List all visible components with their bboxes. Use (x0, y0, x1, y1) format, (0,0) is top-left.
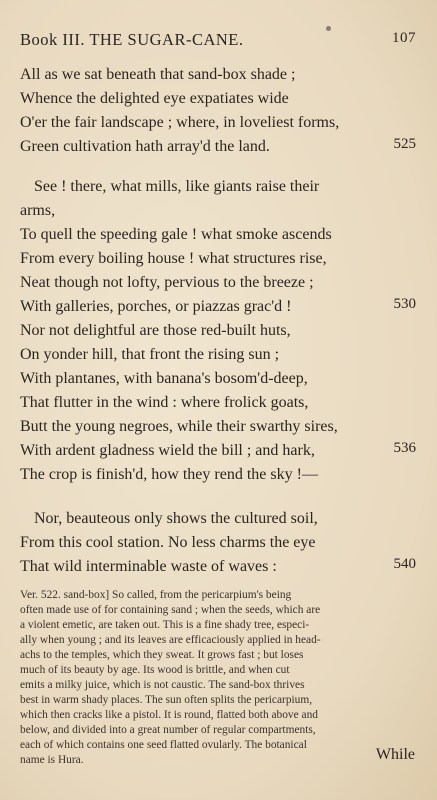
footnote-line: ally when young ; and its leaves are efficaciously applied in head- (20, 634, 321, 646)
footnote-line: below, and divided into a great number of regular compartments, (20, 724, 316, 736)
verse-line: arms, (20, 202, 56, 219)
footnote-line: each of which contains one seed flatted ovularly. The botanical (20, 739, 307, 751)
verse-line: From this cool station. No less charms the eye (20, 534, 316, 551)
footnote-line: which then cracks like a pistol. It is round, flatted both above and (20, 709, 318, 721)
footnote-line: often made use of for containing sand ; when the seeds, which are (20, 604, 321, 616)
verse-line: On yonder hill, that front the rising sun ; (20, 346, 280, 363)
verse-line: From every boiling house ! what structures rise, (20, 250, 327, 267)
verse-line: With plantanes, with banana's bosom'd-deep, (20, 370, 308, 387)
verse-line: That flutter in the wind : where frolick goats, (20, 394, 309, 411)
footnote-line: a violent emetic, are taken out. This is a fine shady tree, especi- (20, 619, 310, 631)
footnote-line: name is Hura. (20, 754, 84, 766)
verse-line: The crop is finish'd, how they rend the sky !— (20, 466, 318, 483)
footnote-line: much of its beauty by age. Its wood is brittle, and when cut (20, 664, 290, 676)
verse-line: Nor not delightful are those red-built huts, (20, 322, 291, 339)
verse-line: All as we sat beneath that sand-box shade ; (20, 66, 296, 83)
running-title: Book III. THE SUGAR-CANE. (20, 30, 244, 49)
footnote-line: achs to the temples, which they sweat. It grows fast ; but loses (20, 649, 304, 661)
footnote-line: emits a milky juice, which is not caustic. The sand-box thrives (20, 679, 305, 691)
verse-line: O'er the fair landscape ; where, in loveliest forms, (20, 114, 340, 131)
paper-blemish (326, 26, 331, 31)
page-header (20, 30, 416, 52)
footnote (20, 588, 416, 768)
verse-line: With galleries, porches, or piazzas grac'd ! 530 (20, 296, 416, 315)
catchword: While (375, 746, 415, 763)
footnote-line: best in warm shady places. The sun often splits the pericarpium, (20, 694, 313, 706)
footnote-line: Ver. 522. sand-box] So called, from the pericarpium's being (20, 589, 292, 601)
verse-line: Butt the young negroes, while their swarthy sires, (20, 418, 338, 435)
verse-line: See ! there, what mills, like giants raise their (34, 178, 320, 195)
verse-line: To quell the speeding gale ! what smoke ascends (20, 226, 332, 243)
page-number: 107 (392, 30, 416, 46)
verse-line: Nor, beauteous only shows the cultured soil, (34, 510, 318, 527)
verse-line: With ardent gladness wield the bill ; and hark, 536 (20, 440, 416, 459)
verse-line: That wild interminable waste of waves : 540 (20, 556, 416, 575)
verse-line: Green cultivation hath array'd the land. 525 (20, 136, 416, 155)
verse-line: Neat though not lofty, pervious to the breeze ; (20, 274, 314, 291)
verse-line: Whence the delighted eye expatiates wide (20, 90, 289, 107)
